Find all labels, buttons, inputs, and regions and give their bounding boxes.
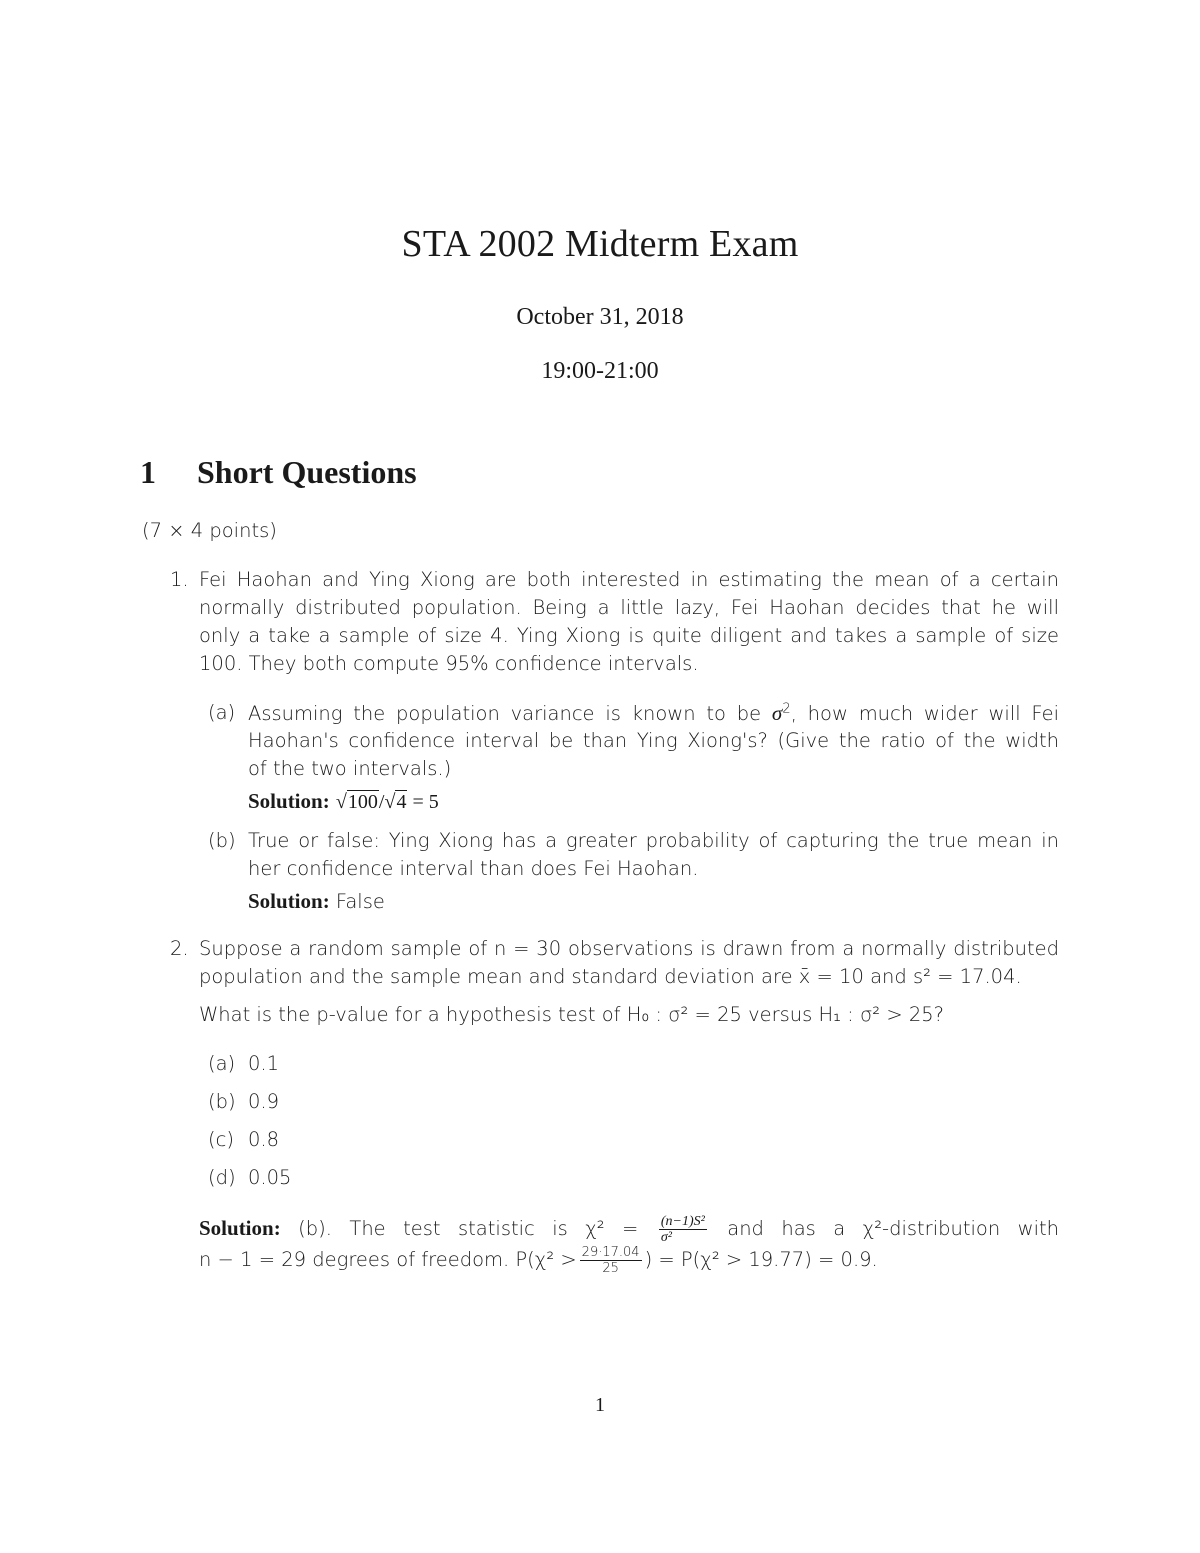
q2-line-1: Suppose a random sample of n = 30 observations is drawn from a normally distributed [199, 937, 1059, 960]
q1a-line-3: of the two intervals.) [248, 757, 452, 780]
q2-question: What is the p-value for a hypothesis test of H₀ : σ² = 25 versus H₁ : σ² > 25? [199, 1003, 945, 1026]
q1-line-3: only a take a sample of size 4. Ying Xiong is quite diligent and takes a sample of size [199, 624, 1059, 647]
q1-number: 1. [170, 568, 189, 591]
solution-label: Solution: [199, 1216, 281, 1240]
q1b-solution: Solution: False [248, 889, 385, 913]
q1-line-4: 100. They both compute 95% confidence intervals. [199, 652, 699, 675]
q1-line-2: normally distributed population. Being a little lazy, Fei Haohan decides that he will [199, 596, 1059, 619]
q2-option-a-label: (a) [208, 1052, 236, 1075]
q1a-line-1: Assuming the population variance is known to be $\sigma^2$, how much wider will Fei [248, 701, 1059, 725]
q2-option-c-label: (c) [208, 1128, 234, 1151]
q2-option-b-label: (b) [208, 1090, 236, 1113]
q2-line-2: population and the sample mean and standard deviation are x̄ = 10 and s² = 17.04. [199, 965, 1022, 988]
q1b-label: (b) [208, 829, 236, 852]
q1b-line-2: her confidence interval than does Fei Haohan. [248, 857, 699, 880]
fraction: $\frac{\text{(n−1)S²}}{\text{σ²}}$ [660, 1214, 705, 1245]
q1-line-1: Fei Haohan and Ying Xiong are both interested in estimating the mean of a certain [199, 568, 1059, 591]
exam-time: 19:00-21:00 [541, 358, 659, 384]
q2-option-b-value: 0.9 [248, 1090, 280, 1113]
section-number: 1 [140, 454, 156, 490]
section-title: Short Questions [197, 454, 417, 490]
section-points: (7 × 4 points) [142, 519, 277, 542]
exam-title: STA 2002 Midterm Exam [401, 223, 799, 265]
q2-solution-line-1: Solution: (b). The test statistic is χ² = $\frac{\text{(n−1)S²}}{\text{σ²}}$ and has a χ²-distribution with [199, 1214, 1060, 1245]
fraction: $\frac{29\cdot 17.04}{25}$ [581, 1245, 640, 1276]
q2-option-d-value: 0.05 [248, 1166, 292, 1189]
q2-number: 2. [170, 937, 189, 960]
q1a-line-2: Haohan's confidence interval be than Ying Xiong's? (Give the ratio of the width [248, 729, 1059, 752]
q1a-solution: Solution: √100/√4 = 5 [248, 789, 439, 813]
q2-solution-line-2: n − 1 = 29 degrees of freedom. P(χ² > $\frac{29\cdot 17.04}{25}$ ) = P(χ² > 19.77) = 0.9. [199, 1245, 878, 1276]
q2-option-d-label: (d) [208, 1166, 236, 1189]
q2-option-c-value: 0.8 [248, 1128, 280, 1151]
page-number: 1 [595, 1394, 605, 1416]
q1a-label: (a) [208, 701, 236, 724]
q2-option-a-value: 0.1 [248, 1052, 280, 1075]
solution-label: Solution: [248, 889, 330, 913]
q1b-line-1: True or false: Ying Xiong has a greater probability of capturing the true mean in [248, 829, 1059, 852]
exam-date: October 31, 2018 [516, 304, 684, 330]
solution-label: Solution: [248, 789, 330, 813]
